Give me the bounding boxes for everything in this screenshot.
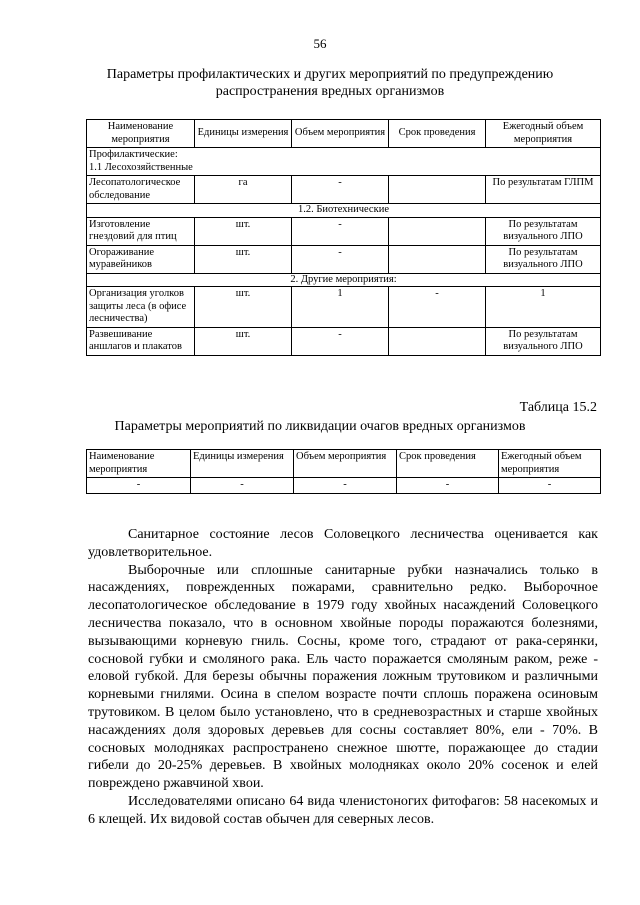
header-name: Наименование мероприятия [87,120,195,148]
table-header-row [87,450,601,478]
cell-volume: - [292,217,389,245]
table2-title: Параметры мероприятий по ликвидации очагов вредных организмов [114,419,526,434]
table-row [87,245,601,273]
header-period: Срок проведения [397,450,499,478]
subsection-forestry: 1.1 Лесохозяйственные [89,161,193,173]
cell-name: Огораживание муравейников [87,245,195,273]
table-row [87,217,601,245]
header-name: Наименование мероприятия [87,450,191,478]
paragraph: Исследователями описано 64 вида членистоногих фитофагов: 58 насекомых и 6 клещей. Их видовой состав обычен для северных лесов. [88,793,598,827]
cell-name: Развешивание аншлагов и плакатов [87,327,195,355]
paragraph: Выборочные или сплошные санитарные рубки назначались только в насаждениях, поврежденных пожарами, сравнительно редко. Выборочное лесопатологическое обследование в 1979 году хвойных насаждений Соловецкого лесничества показало, что в основном хвойные породы поражаются болезнями, вызывающими корневую гниль. Сосны, кроме того, страдают от рака-серянки, сосновой губки и смоляного рака. Ель часто поражается смоляным раком, реже - еловой губкой. Для березы обычны поражения ложным трутовиком и различными корневыми гнилями. Осина в спелом возрасте почти сплошь поражена осиновым трутовиком. В целом было установлено, что в средневозрастных и старше хвойных насаждениях доля здоровых деревьев для сосны составляет 80%, ели - 70%. В сосновых молодняках распространено снежное шютте, поражающее до стадии гибели до 20-25% деревьев. В хвойных молодняках около 20% сосенок и елей повреждено ржавчиной хвои. [88,562,598,792]
header-volume: Объем мероприятия [294,450,397,478]
section-row [87,273,601,287]
cell-annual: - [499,478,601,494]
cell-units: шт. [195,287,292,328]
cell-volume: - [292,176,389,204]
cell-period [389,327,486,355]
cell-units: шт. [195,217,292,245]
table2-label: Таблица 15.2 [519,400,597,415]
table-row [87,287,601,328]
section-other: 2. Другие мероприятия: [87,273,601,287]
cell-annual: По результатам ГЛПМ [486,176,601,204]
cell-period [389,176,486,204]
header-volume: Объем мероприятия [292,120,389,148]
cell-period [389,217,486,245]
header-units: Единицы измерения [191,450,294,478]
table-header-row [87,120,601,148]
cell-volume: - [292,327,389,355]
cell-volume: 1 [292,287,389,328]
cell-annual: По результатам визуального ЛПО [486,327,601,355]
table1-title: Параметры профилактических и других мероприятий по предупреждению распространения вредных организмов [106,67,554,99]
cell-name: - [87,478,191,494]
cell-name: Изготовление гнездовий для птиц [87,217,195,245]
cell-units: га [195,176,292,204]
header-units: Единицы измерения [195,120,292,148]
cell-annual: 1 [486,287,601,328]
liquidation-measures-table [86,449,601,494]
cell-annual: По результатам визуального ЛПО [486,245,601,273]
cell-name: Лесопатологическое обследование [87,176,195,204]
body-text [88,526,598,829]
section-row [87,204,601,218]
section-row [87,148,601,176]
cell-volume: - [294,478,397,494]
cell-units: шт. [195,245,292,273]
prophylactic-measures-table [86,119,601,356]
page-number: 56 [313,36,327,51]
cell-annual: По результатам визуального ЛПО [486,217,601,245]
cell-units: - [191,478,294,494]
header-annual-volume: Ежегодный объем мероприятия [499,450,601,478]
cell-volume: - [292,245,389,273]
cell-units: шт. [195,327,292,355]
cell-period [389,245,486,273]
cell-period: - [397,478,499,494]
paragraph: Санитарное состояние лесов Соловецкого лесничества оценивается как удовлетворительное. [88,527,598,560]
section-prophylactic: Профилактические: [89,149,178,160]
table-row [87,176,601,204]
cell-name: Организация уголков защиты леса (в офисе лесничества) [87,287,195,328]
section-biotech: 1.2. Биотехнические [87,204,601,218]
header-annual-volume: Ежегодный объем мероприятия [486,120,601,148]
table-row [87,478,601,494]
header-period: Срок проведения [389,120,486,148]
table-row [87,327,601,355]
cell-period: - [389,287,486,328]
